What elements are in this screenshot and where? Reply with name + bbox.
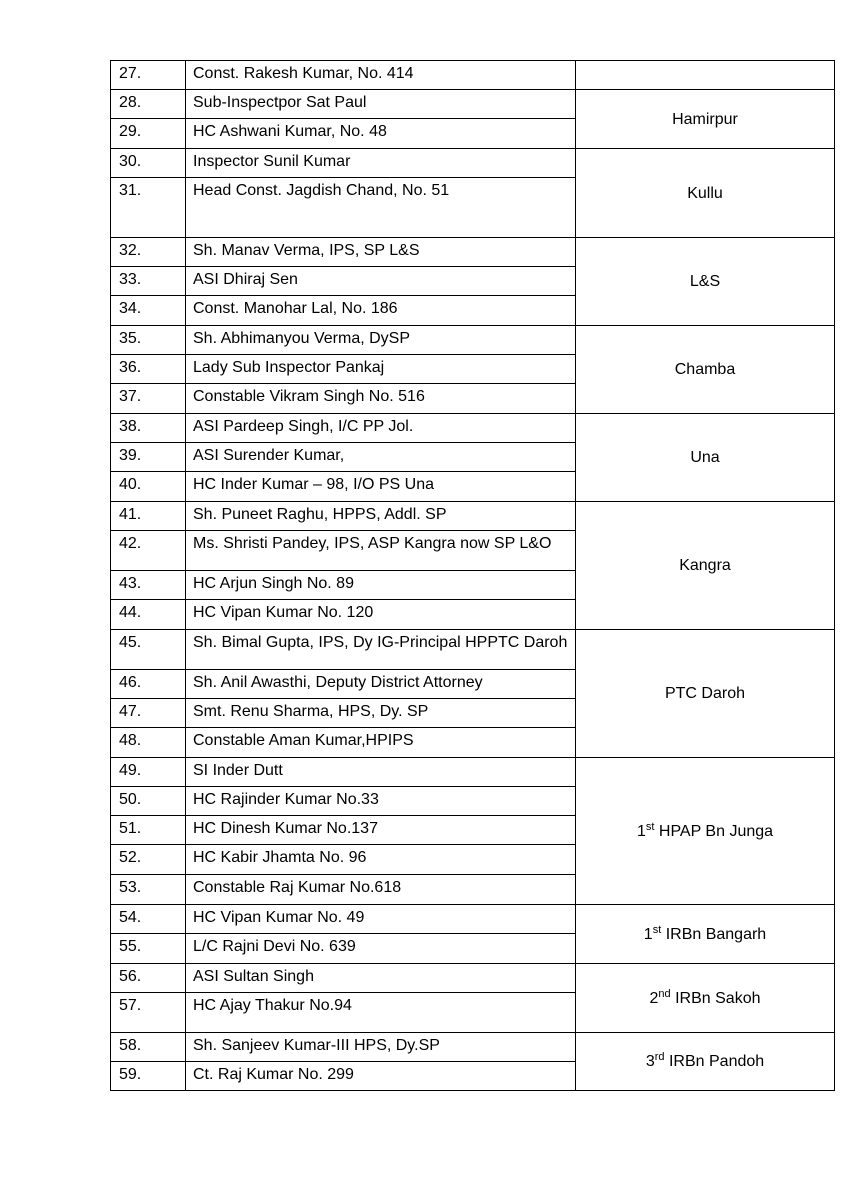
serial-number: 31. (111, 178, 186, 238)
personnel-name: Constable Vikram Singh No. 516 (186, 384, 576, 414)
serial-number: 29. (111, 119, 186, 149)
personnel-name: HC Ashwani Kumar, No. 48 (186, 119, 576, 149)
personnel-name: HC Vipan Kumar No. 49 (186, 905, 576, 934)
table-row (111, 61, 835, 90)
table-row (111, 630, 835, 670)
table-row (111, 90, 835, 119)
serial-number: 57. (111, 993, 186, 1033)
personnel-name: Const. Manohar Lal, No. 186 (186, 296, 576, 326)
personnel-name: SI Inder Dutt (186, 758, 576, 787)
serial-number: 59. (111, 1062, 186, 1091)
serial-number: 55. (111, 934, 186, 964)
personnel-name: Sh. Puneet Raghu, HPPS, Addl. SP (186, 502, 576, 531)
serial-number: 53. (111, 875, 186, 905)
personnel-name: ASI Dhiraj Sen (186, 267, 576, 296)
personnel-name: Sh. Sanjeev Kumar-III HPS, Dy.SP (186, 1033, 576, 1062)
serial-number: 45. (111, 630, 186, 670)
personnel-name: Inspector Sunil Kumar (186, 149, 576, 178)
unit-cell: Hamirpur (576, 90, 835, 149)
unit-cell: Kangra (576, 502, 835, 630)
serial-number: 35. (111, 326, 186, 355)
serial-number: 33. (111, 267, 186, 296)
serial-number: 47. (111, 699, 186, 728)
serial-number: 41. (111, 502, 186, 531)
unit-cell (576, 61, 835, 90)
table-row (111, 414, 835, 443)
table-row (111, 326, 835, 355)
serial-number: 44. (111, 600, 186, 630)
personnel-name: Sh. Manav Verma, IPS, SP L&S (186, 238, 576, 267)
unit-cell: Kullu (576, 149, 835, 238)
personnel-name: ASI Pardeep Singh, I/C PP Jol. (186, 414, 576, 443)
unit-cell: PTC Daroh (576, 630, 835, 758)
personnel-name: HC Inder Kumar – 98, I/O PS Una (186, 472, 576, 502)
personnel-name: Lady Sub Inspector Pankaj (186, 355, 576, 384)
personnel-name: Constable Aman Kumar,HPIPS (186, 728, 576, 758)
serial-number: 49. (111, 758, 186, 787)
personnel-name: HC Rajinder Kumar No.33 (186, 787, 576, 816)
serial-number: 40. (111, 472, 186, 502)
serial-number: 56. (111, 964, 186, 993)
serial-number: 39. (111, 443, 186, 472)
serial-number: 28. (111, 90, 186, 119)
table-row (111, 758, 835, 787)
personnel-name: Const. Rakesh Kumar, No. 414 (186, 61, 576, 90)
personnel-name: HC Dinesh Kumar No.137 (186, 816, 576, 845)
serial-number: 34. (111, 296, 186, 326)
personnel-name: Sub-Inspectpor Sat Paul (186, 90, 576, 119)
unit-cell: L&S (576, 238, 835, 326)
personnel-name: HC Arjun Singh No. 89 (186, 571, 576, 600)
serial-number: 30. (111, 149, 186, 178)
table-row (111, 149, 835, 178)
personnel-name: HC Vipan Kumar No. 120 (186, 600, 576, 630)
table-row (111, 1033, 835, 1062)
personnel-name: Sh. Bimal Gupta, IPS, Dy IG-Principal HPPTC Daroh (186, 630, 576, 670)
serial-number: 43. (111, 571, 186, 600)
serial-number: 38. (111, 414, 186, 443)
personnel-name: ASI Sultan Singh (186, 964, 576, 993)
personnel-name: Sh. Anil Awasthi, Deputy District Attorney (186, 670, 576, 699)
unit-cell: 2nd IRBn Sakoh (576, 964, 835, 1033)
serial-number: 50. (111, 787, 186, 816)
serial-number: 54. (111, 905, 186, 934)
serial-number: 58. (111, 1033, 186, 1062)
serial-number: 32. (111, 238, 186, 267)
serial-number: 51. (111, 816, 186, 845)
serial-number: 52. (111, 845, 186, 875)
personnel-name: Constable Raj Kumar No.618 (186, 875, 576, 905)
table-row (111, 964, 835, 993)
personnel-name: HC Ajay Thakur No.94 (186, 993, 576, 1033)
personnel-name: HC Kabir Jhamta No. 96 (186, 845, 576, 875)
serial-number: 46. (111, 670, 186, 699)
serial-number: 27. (111, 61, 186, 90)
serial-number: 48. (111, 728, 186, 758)
personnel-table (110, 60, 835, 1091)
table-row (111, 238, 835, 267)
personnel-name: Ct. Raj Kumar No. 299 (186, 1062, 576, 1091)
serial-number: 42. (111, 531, 186, 571)
unit-cell: Una (576, 414, 835, 502)
table-row (111, 502, 835, 531)
serial-number: 36. (111, 355, 186, 384)
personnel-name: Ms. Shristi Pandey, IPS, ASP Kangra now SP L&O (186, 531, 576, 571)
unit-cell: Chamba (576, 326, 835, 414)
personnel-name: ASI Surender Kumar, (186, 443, 576, 472)
unit-cell: 1st IRBn Bangarh (576, 905, 835, 964)
personnel-name: Sh. Abhimanyou Verma, DySP (186, 326, 576, 355)
serial-number: 37. (111, 384, 186, 414)
personnel-name: Smt. Renu Sharma, HPS, Dy. SP (186, 699, 576, 728)
unit-cell: 3rd IRBn Pandoh (576, 1033, 835, 1091)
personnel-name: L/C Rajni Devi No. 639 (186, 934, 576, 964)
personnel-name: Head Const. Jagdish Chand, No. 51 (186, 178, 576, 238)
table-row (111, 905, 835, 934)
unit-cell: 1st HPAP Bn Junga (576, 758, 835, 905)
